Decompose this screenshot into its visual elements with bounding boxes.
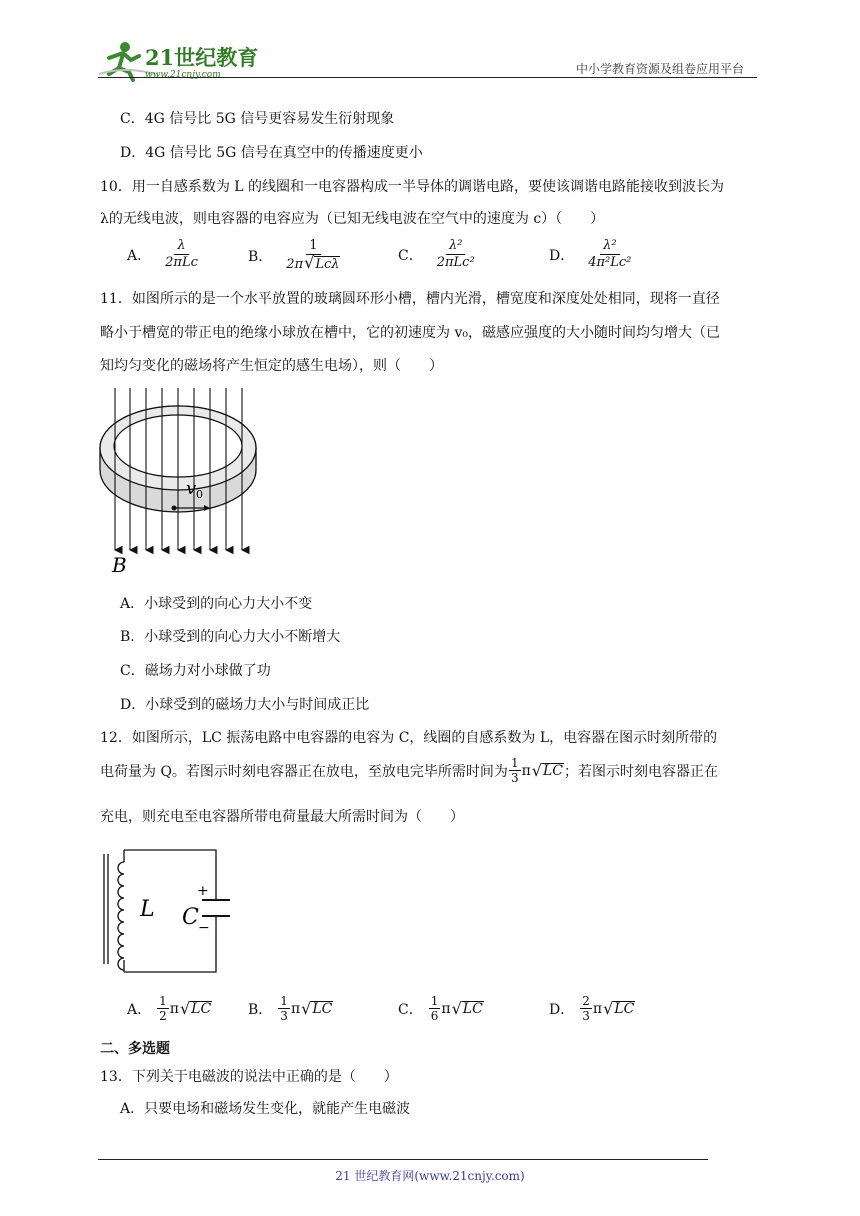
ring-magnetic-field-figure — [98, 388, 268, 578]
q10-option-d: D． $\frac{\text{λ²}}{\text{4π²Lc²}}$ — [549, 238, 632, 270]
inductor-coil — [118, 862, 124, 970]
inductor-label: L — [140, 897, 155, 922]
q12-stem-line2: 电荷量为 Q。若图示时刻电容器正在放电，至放电完毕所需时间为 $\frac{1}{3}$ π √ LC ；若图示时刻电容器正在 — [100, 756, 718, 785]
velocity-subscript: 0 — [196, 488, 203, 501]
q10-stem-line1: 10．用一自感系数为 L 的线圈和一电容器构成一半导体的调谐电路，要使该调谐电路能接收到波长为 — [100, 179, 725, 195]
q13-stem: 13．下列关于电磁波的说法中正确的是（ ） — [100, 1069, 398, 1085]
q11-option-b: B．小球受到的向心力大小不断增大 — [120, 629, 341, 645]
logo-url: www.21cnjy.com — [145, 70, 221, 80]
q13-option-a: A．只要电场和磁场发生变化，就能产生电磁波 — [120, 1101, 411, 1117]
q11-option-a: A．小球受到的向心力大小不变 — [120, 596, 313, 612]
header-divider — [98, 77, 757, 78]
capacitor-label: C — [182, 905, 199, 930]
q10-option-a: A． $\frac{\lambda}{\text{2πLc}}$ — [127, 238, 198, 270]
q11-stem-line1: 11．如图所示的是一个水平放置的玻璃圆环形小槽，槽内光滑，槽宽度和深度处处相同，现将一直径 — [100, 291, 720, 307]
q12-option-d: D． $\frac{2}{3}$ π √ LC — [549, 994, 635, 1023]
q11-stem-line2: 略小于槽宽的带正电的绝缘小球放在槽中，它的初速度为 v₀，磁感应强度的大小随时间均匀增大（已 — [100, 325, 720, 341]
q12-option-c: C． $\frac{1}{6}$ π √ LC — [398, 994, 483, 1023]
logo-text: 21世纪教育 — [145, 45, 259, 70]
q12-stem-line3: 充电，则充电至电容器所带电荷量最大所需时间为（ ） — [100, 809, 464, 825]
footer-link[interactable]: 21 世纪教育网(www.21cnjy.com) — [335, 1169, 525, 1183]
q11-stem-line3: 知均匀变化的磁场将产生恒定的感生电场），则（ ） — [100, 358, 443, 374]
q12-stem-line1: 12．如图所示，LC 振荡电路中电容器的电容为 C，线圈的自感系数为 L，电容器在图示时刻所带的 — [100, 730, 718, 746]
footer-divider — [98, 1159, 708, 1160]
site-logo — [95, 38, 265, 82]
q11-option-c: C．磁场力对小球做了功 — [120, 663, 271, 679]
q9-option-c: C．4G 信号比 5G 信号更容易发生衍射现象 — [120, 111, 395, 127]
q9-option-d: D．4G 信号比 5G 信号在真空中的传播速度更小 — [120, 145, 423, 161]
velocity-label: v — [186, 478, 197, 499]
q10-option-b: B． $\frac{1}{\text{2π√Lcλ}}$ — [248, 238, 340, 272]
plus-sign: + — [197, 883, 209, 899]
q10-option-c: C． $\frac{\text{λ²}}{\text{2πLc²}}$ — [398, 238, 475, 270]
lc-circuit-figure — [96, 840, 236, 978]
q11-option-d: D．小球受到的磁场力大小与时间成正比 — [120, 697, 370, 713]
platform-label: 中小学教育资源及组卷应用平台 — [576, 62, 745, 76]
q12-option-b: B． $\frac{1}{3}$ π √ LC — [248, 994, 333, 1023]
field-label: B — [112, 553, 127, 577]
section-heading: 二、多选题 — [100, 1041, 170, 1057]
minus-sign: − — [198, 920, 210, 936]
q10-stem-line2: λ的无线电波，则电容器的电容应为（已知无线电波在空气中的速度为 c）（ ） — [100, 211, 605, 227]
q12-option-a: A． $\frac{1}{2}$ π √ LC — [127, 994, 212, 1023]
